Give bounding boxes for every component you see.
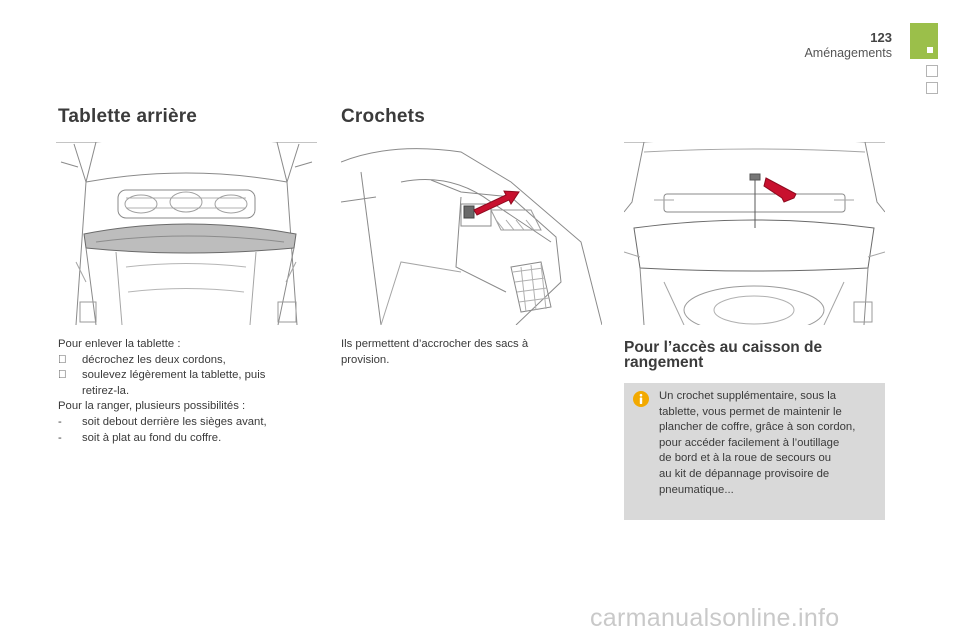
rear-parcel-shelf-illustration — [56, 142, 317, 325]
storage-compartment-hook-illustration — [624, 142, 885, 325]
text-line: Pour la ranger, plusieurs possibilités : — [58, 400, 246, 413]
text-line: Ils permettent d’accrocher des sacs à — [341, 338, 529, 350]
tab-square-icon — [927, 47, 933, 53]
hooks-description — [341, 337, 528, 368]
section-title-crochets: Crochets — [341, 106, 425, 127]
info-icon — [633, 391, 649, 407]
chapter-tab-empty[interactable] — [926, 82, 938, 94]
bullet-item: décrochez les deux cordons, — [58, 353, 267, 369]
section-title-tablette: Tablette arrière — [58, 106, 198, 127]
subsection-title-caisson: Pour l’accès au caisson de rangement — [624, 339, 823, 371]
bullet-continuation: retirez-la. — [82, 384, 130, 397]
bullet-marker — [58, 368, 72, 384]
section-name: Aménagements — [804, 46, 892, 60]
chapter-tab-empty[interactable] — [926, 65, 938, 77]
bullet-marker: - — [58, 415, 62, 428]
bullet-item: soulevez légèrement la tablette, puis — [58, 368, 267, 384]
watermark: carmanualsonline.info — [590, 604, 840, 632]
bullet-marker: - — [58, 431, 62, 444]
text-line: provision. — [341, 353, 390, 366]
info-box — [624, 383, 885, 520]
page-number: 123 — [870, 30, 892, 45]
bullet-item: - soit debout derrière les sièges avant, — [58, 415, 267, 431]
bullet-marker — [58, 353, 72, 369]
boot-hook-illustration — [341, 142, 602, 325]
chapter-tab-active[interactable] — [910, 23, 938, 59]
bullet-item: - soit à plat au fond du coffre. — [58, 431, 267, 447]
info-text: Un crochet supplémentaire, sous la tablette, vous permet de maintenir le plancher de coffre, grâce à son cordon, pour accéder facilement à l’outillage de bord et à la roue de secours ou au kit de dépannage provisoire de pneumatique... — [659, 390, 856, 496]
shelf-instructions — [58, 337, 267, 446]
text-line: Pour enlever la tablette : — [58, 338, 181, 350]
